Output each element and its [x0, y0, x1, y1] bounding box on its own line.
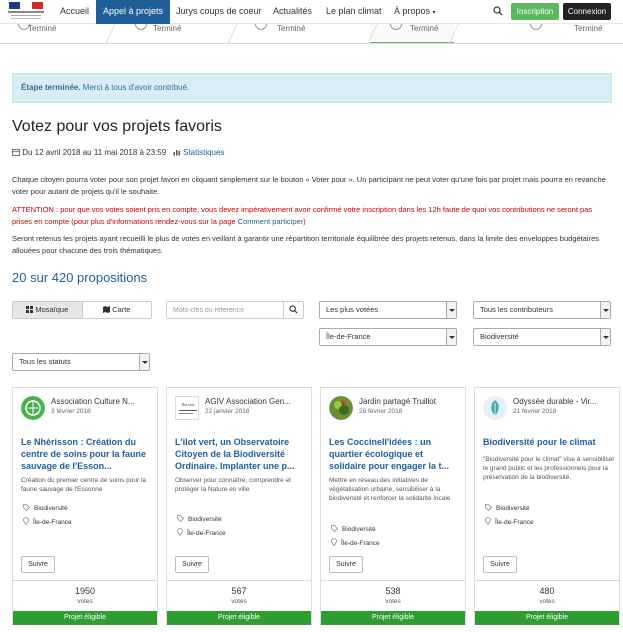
card-description: "Biodiversité pour le climat" vise à sensibiliser le grand public et les professionnels pour la préservation de la biodiversité. [483, 456, 615, 481]
votes-label: votes [77, 598, 93, 605]
card-date: 22 janvier 2018 [205, 408, 250, 415]
mosaic-view-button[interactable] [13, 302, 83, 318]
card-description: Création du premier centre de soins pour la faune sauvage de l'Essonne [21, 477, 147, 493]
region-select[interactable] [319, 328, 457, 346]
republique-francaise-logo[interactable] [5, 0, 47, 22]
nav-accueil[interactable]: Accueil [60, 6, 90, 16]
card-title[interactable]: L'ilot vert, un Observatoire Citoyen de la Biodiversité Ordinaire. Implanter une p... [175, 437, 295, 471]
view-toggle [12, 301, 152, 319]
tag-icon [331, 525, 338, 532]
warning-paragraph [12, 204, 612, 228]
votes-number: 538 [385, 586, 401, 596]
tag-icon [23, 504, 30, 511]
avatar [483, 396, 507, 420]
card-author[interactable]: Jardin partagé Truillot [359, 397, 436, 406]
step-circle-icon [135, 24, 147, 30]
contributors-value: Tous les contributeurs [480, 305, 553, 314]
nav-a-propos[interactable] [394, 0, 436, 24]
map-label: Carte [112, 305, 131, 314]
card-theme [177, 515, 222, 523]
chevron-down-icon [139, 354, 149, 370]
proposals-count: 20 sur 420 propositions [12, 270, 148, 285]
search-submit-button[interactable] [283, 302, 303, 318]
avatar [175, 396, 199, 420]
card-author[interactable]: Odyssée durable - Vir... [513, 397, 597, 406]
search-icon [289, 305, 298, 314]
map-marker-icon [177, 528, 183, 536]
keyword-search-box [166, 301, 304, 319]
card-region-label: Île-de-France [187, 530, 226, 537]
card-description: Mettre en réseau des initiatives de végétalisation urbaine, sensibiliser à la biodiversité et renforcer la solidarité locale [329, 477, 451, 502]
card-region-label: Île-de-France [341, 540, 380, 547]
card-date: 3 février 2018 [51, 408, 91, 415]
statistics-link[interactable]: Statistiques [183, 148, 225, 157]
step-label: Terminé [277, 24, 306, 33]
step-finished-alert [12, 73, 612, 103]
votes-label: votes [231, 598, 247, 605]
top-navbar [0, 0, 623, 24]
mosaic-label: Mosaïque [35, 305, 69, 314]
card-region [331, 538, 380, 547]
follow-button[interactable]: Suivre [483, 556, 517, 573]
votes-number: 1950 [74, 586, 96, 596]
step-circle-icon [530, 24, 542, 30]
card-title[interactable]: Biodiversité pour le climat [483, 437, 596, 447]
step-label: Terminé [28, 24, 57, 33]
comment-participer-link[interactable]: Comment participer [237, 217, 304, 226]
avatar [21, 396, 45, 420]
intro-paragraph: Chaque citoyen pourra voter pour son projet favori en cliquant simplement sur le bouton « Voter pour ». Un participant ne peut voter qu'une fois par projet mais pourra en revanche voter pour autant de projets qu'il le souhaite. [12, 175, 606, 196]
votes-label: votes [385, 598, 401, 605]
alert-text: Merci à tous d'avoir contribué. [80, 83, 190, 92]
votes-counter [475, 580, 619, 611]
search-icon[interactable] [493, 6, 503, 16]
map-marker-icon [23, 517, 29, 525]
theme-value: Biodiversité [480, 332, 519, 341]
dates-text: Du 12 avril 2018 au 11 mai 2018 à 23:59 [22, 148, 167, 157]
map-view-button[interactable] [83, 302, 152, 318]
contributors-select[interactable] [473, 301, 611, 319]
card-author[interactable]: AGIV Association Gen... [205, 397, 291, 406]
card-description: Observer pour connaître, comprendre et protéger la Nature en ville [175, 477, 291, 493]
proposal-card[interactable] [166, 387, 312, 625]
map-marker-icon [331, 538, 337, 546]
card-theme [23, 504, 68, 512]
bar-chart-icon [173, 148, 181, 156]
chevron-down-icon: ▾ [432, 10, 436, 16]
card-region-label: Île-de-France [495, 519, 534, 526]
sort-select[interactable] [319, 301, 457, 319]
card-author[interactable]: Association Culture N... [51, 397, 135, 406]
nav-actualites[interactable]: Actualités [273, 6, 313, 16]
status-select[interactable] [12, 353, 150, 371]
step-dates [12, 148, 224, 157]
nav-a-propos-label: À propos [394, 6, 431, 16]
proposal-card[interactable] [12, 387, 158, 625]
card-title[interactable]: Les Coccinell'idées : un quartier écologique et solidaire pour engager la t... [329, 437, 450, 471]
region-value: Île-de-France [326, 332, 371, 341]
card-date: 28 février 2018 [359, 408, 403, 415]
card-region [485, 517, 534, 526]
keyword-search-input[interactable] [167, 302, 283, 318]
nav-jurys[interactable]: Jurys coups de coeur [176, 6, 262, 16]
status-badge: Projet éligible [13, 611, 157, 625]
status-badge: Projet éligible [321, 611, 465, 625]
chevron-down-icon [600, 329, 610, 345]
votes-counter [321, 580, 465, 611]
follow-button[interactable]: Suivre [329, 556, 363, 573]
warning-end: ) [303, 217, 306, 226]
nav-plan-climat[interactable]: Le plan climat [326, 6, 382, 16]
proposal-card[interactable] [320, 387, 466, 625]
status-value: Tous les statuts [19, 357, 71, 366]
step-progress-bar [0, 24, 623, 44]
step-label: Terminé [410, 24, 439, 33]
card-title[interactable]: Le Nhérisson : Création du centre de soins pour la faune sauvage de l'Esson... [21, 437, 147, 471]
map-icon [103, 306, 110, 313]
card-theme [485, 504, 530, 512]
chevron-down-icon [446, 329, 456, 345]
nav-appel-a-projets[interactable]: Appel à projets [96, 0, 170, 24]
card-region [23, 517, 72, 526]
map-marker-icon [485, 517, 491, 525]
proposal-card[interactable] [474, 387, 620, 625]
votes-number: 567 [231, 586, 247, 596]
votes-counter [13, 580, 157, 611]
card-theme-label: Biodiversité [34, 505, 68, 512]
svg-text:Ilot vert: Ilot vert [181, 402, 195, 407]
votes-counter [167, 580, 311, 611]
grid-icon [26, 306, 33, 313]
card-region-label: Île-de-France [33, 519, 72, 526]
card-region [177, 528, 226, 537]
follow-button[interactable]: Suivre [175, 556, 209, 573]
status-badge: Projet éligible [475, 611, 619, 625]
card-theme-label: Biodiversité [188, 516, 222, 523]
follow-button[interactable]: Suivre [21, 556, 55, 573]
chevron-down-icon [446, 302, 456, 318]
chevron-down-icon [600, 302, 610, 318]
tag-icon [177, 515, 184, 522]
tag-icon [485, 504, 492, 511]
step-label: Terminé [574, 24, 603, 33]
step-circle-icon [255, 24, 267, 30]
page-title: Votez pour vos projets favoris [12, 118, 222, 135]
warning-text: ATTENTION : pour que vos votes soient pris en compte, vous devez impérativement avoir confirmé votre inscription dans les 12h faute de quoi vos contributions ne seront pas prises en compte (pour plus d'informations rendez-vous sur la page [12, 205, 593, 226]
alert-strong: Étape terminée. [21, 83, 81, 92]
avatar [329, 396, 353, 420]
status-badge: Projet éligible [167, 611, 311, 625]
sort-value: Les plus votées [326, 305, 379, 314]
votes-label: votes [539, 598, 555, 605]
calendar-icon [12, 148, 20, 156]
retention-paragraph: Seront retenus les projets ayant recueilli le plus de votes en veillant à garantir une répartition territoriale équilibrée des projets retenus, dans la limite des enveloppes budgétaires allouées pour chacune des trois thématiques. [12, 234, 600, 255]
step-label: Terminé [153, 24, 182, 33]
card-theme [331, 525, 376, 533]
votes-number: 480 [539, 586, 555, 596]
card-theme-label: Biodiversité [342, 526, 376, 533]
register-button[interactable]: Inscription [511, 3, 559, 20]
card-date: 21 février 2018 [513, 408, 557, 415]
theme-select[interactable] [473, 328, 611, 346]
login-button[interactable]: Connexion [563, 3, 611, 20]
card-theme-label: Biodiversité [496, 505, 530, 512]
